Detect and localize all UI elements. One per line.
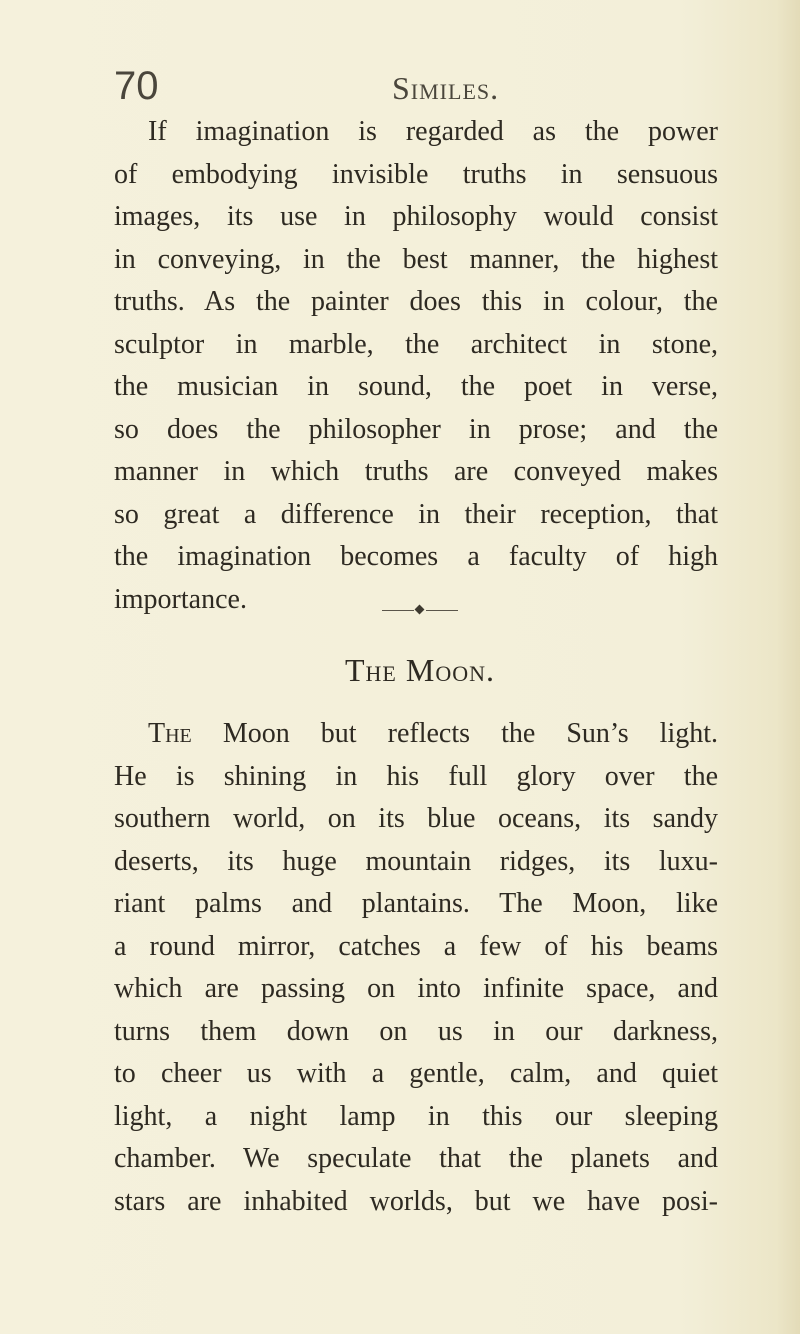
text-line: stars are inhabited worlds, but we have posi- — [114, 1185, 718, 1217]
text-line: riant palms and plantains. The Moon, like — [114, 888, 718, 919]
section-heading: The Moon. — [345, 652, 495, 688]
page-number: 70 — [114, 64, 159, 108]
divider-rule-right — [426, 610, 458, 611]
text-line: which are passing on into infinite space, and — [114, 973, 718, 1004]
text-line: deserts, its huge mountain ridges, its luxu- — [114, 845, 718, 877]
first-line-text: Moon but reflects the Sun’s light. — [191, 718, 718, 749]
text-line: sculptor in marble, the architect in stone, — [114, 328, 718, 360]
text-line: He is shining in his full glory over the — [114, 760, 718, 792]
text-line: manner in which truths are conveyed makes — [114, 456, 718, 487]
opening-word: The — [148, 718, 192, 749]
text-line: in conveying, in the best manner, the highest — [114, 243, 718, 275]
running-head — [114, 62, 714, 110]
text-line: importance. — [114, 583, 247, 615]
diamond-ornament-icon — [415, 605, 425, 615]
text-line: the imagination becomes a faculty of high — [114, 541, 718, 572]
text-line: southern world, on its blue oceans, its sandy — [114, 803, 718, 834]
text-line: the musician in sound, the poet in verse, — [114, 371, 718, 402]
text-line: If imagination is regarded as the power — [148, 116, 718, 147]
text-line: turns them down on us in our darkness, — [114, 1015, 718, 1047]
text-line: chamber. We speculate that the planets and — [114, 1143, 718, 1174]
text-line: so great a difference in their reception, that — [114, 498, 718, 530]
divider-rule-left — [382, 610, 414, 611]
paragraph-imagination — [114, 111, 718, 621]
text-line: a round mirror, catches a few of his beams — [114, 930, 718, 962]
text-line: to cheer us with a gentle, calm, and quiet — [114, 1058, 718, 1089]
text-line-first — [114, 713, 718, 756]
text-line: so does the philosopher in prose; and the — [114, 413, 718, 445]
text-line: of embodying invisible truths in sensuous — [114, 158, 718, 190]
section-divider-ornament — [382, 604, 458, 616]
text-line: images, its use in philosophy would consist — [114, 201, 718, 232]
text-line: light, a night lamp in this our sleeping — [114, 1100, 718, 1132]
running-title: Similes. — [392, 70, 500, 106]
paragraph-moon — [114, 713, 718, 1223]
text-line: truths. As the painter does this in colour, the — [114, 286, 718, 317]
